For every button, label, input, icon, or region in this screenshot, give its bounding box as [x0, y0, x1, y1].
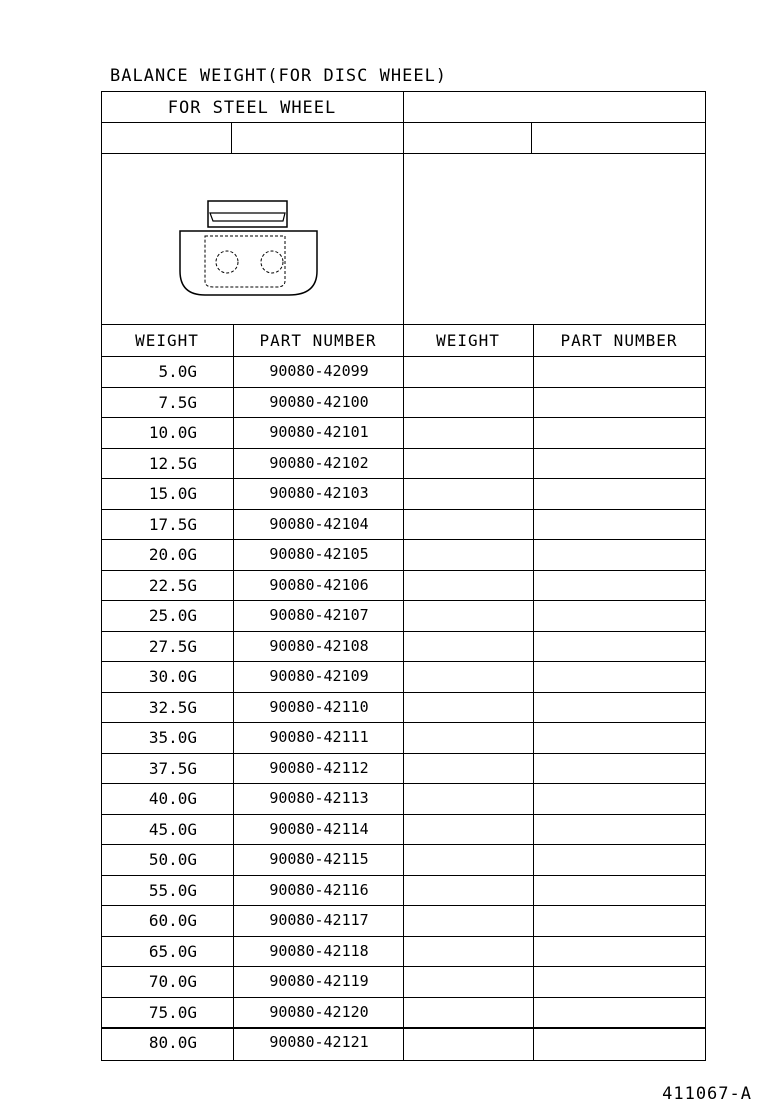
row-weight: 75.0G: [148, 1002, 197, 1022]
row-weight: 20.0G: [148, 545, 197, 564]
row-part-number: 90080-42119: [269, 972, 369, 990]
row-part-number: 90080-42106: [269, 575, 369, 594]
row-weight: 40.0G: [148, 789, 197, 808]
column-header-weight-right: WEIGHT: [436, 331, 500, 350]
row-part-number: 90080-42101: [269, 423, 369, 441]
row-part-number: 90080-42100: [269, 392, 369, 411]
row-part-number: 90080-42111: [269, 728, 369, 746]
balance-weight-illustration: [177, 199, 327, 299]
row-weight: 27.5G: [148, 636, 197, 656]
row-part-number: 90080-42105: [269, 545, 369, 563]
row-part-number: 90080-42107: [269, 606, 369, 624]
row-part-number: 90080-42116: [269, 880, 369, 899]
row-weight: 37.5G: [148, 758, 197, 778]
row-part-number: 90080-42113: [269, 789, 369, 807]
row-weight: 17.5G: [148, 514, 197, 534]
row-weight: 65.0G: [148, 941, 197, 961]
row-weight: 25.0G: [148, 606, 197, 625]
row-part-number: 90080-42112: [269, 758, 369, 777]
section-label: FOR STEEL WHEEL: [167, 98, 337, 118]
page-title: BALANCE WEIGHT(FOR DISC WHEEL): [110, 66, 448, 86]
row-part-number: 90080-42102: [269, 453, 369, 472]
row-part-number: 90080-42114: [269, 819, 369, 838]
row-part-number: 90080-42115: [269, 850, 369, 868]
row-part-number: 90080-42120: [269, 1002, 369, 1021]
row-weight: 5.0G: [158, 362, 197, 381]
row-weight: 45.0G: [148, 819, 197, 839]
row-weight: 12.5G: [148, 453, 197, 473]
row-weight: 50.0G: [148, 850, 197, 869]
row-weight: 7.5G: [158, 392, 197, 412]
row-weight: 10.0G: [148, 423, 197, 442]
parts-table: [101, 91, 706, 1061]
row-part-number: 90080-42109: [269, 667, 369, 685]
row-part-number: 90080-42121: [269, 1033, 369, 1051]
row-weight: 32.5G: [148, 697, 197, 717]
row-part-number: 90080-42110: [269, 697, 369, 716]
row-weight: 55.0G: [148, 880, 197, 900]
figure-number: 411067-A: [662, 1084, 752, 1104]
row-weight: 30.0G: [148, 667, 197, 686]
column-header-weight: WEIGHT: [135, 331, 199, 350]
row-part-number: 90080-42117: [269, 911, 369, 929]
row-weight: 35.0G: [148, 728, 197, 747]
column-header-part-number-right: PART NUMBER: [560, 331, 678, 350]
row-part-number: 90080-42103: [269, 484, 369, 502]
row-part-number: 90080-42108: [269, 636, 369, 655]
column-header-part-number: PART NUMBER: [259, 331, 377, 350]
row-part-number: 90080-42118: [269, 941, 369, 960]
row-part-number: 90080-42104: [269, 514, 369, 533]
row-weight: 60.0G: [148, 911, 197, 930]
row-part-number: 90080-42099: [269, 362, 369, 380]
row-weight: 15.0G: [148, 484, 197, 503]
row-weight: 80.0G: [148, 1033, 197, 1052]
row-weight: 70.0G: [148, 972, 197, 991]
row-weight: 22.5G: [148, 575, 197, 595]
